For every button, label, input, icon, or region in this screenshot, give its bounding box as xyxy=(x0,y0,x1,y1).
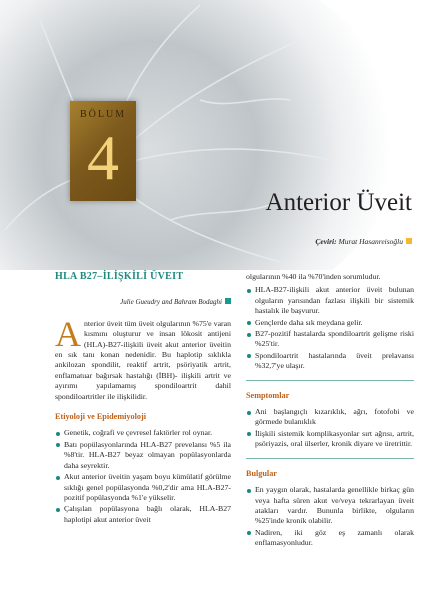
translator-name: Murat Hasanreisoğlu xyxy=(338,237,403,246)
chapter-title: Anterior Üveit xyxy=(265,189,412,216)
chapter-label: BÖLUM xyxy=(79,109,127,120)
translator-prefix: Çeviri: xyxy=(315,237,337,246)
list-item: HLA-B27-ilişkili akut anterior üveit bulunan olguların yarısından fazlası ilişkili bir sistemik hastalık ile başvurur. xyxy=(246,285,414,316)
findings-heading: Bulgular xyxy=(246,468,277,478)
section-divider xyxy=(246,458,414,459)
list-item: Gençlerde daha sık meydana gelir. xyxy=(246,318,414,328)
list-item: Ani başlangıçlı kızarıklık, ağrı, fotofobi ve görmede bulanıklık xyxy=(246,407,414,428)
square-marker-icon xyxy=(225,298,231,304)
left-column xyxy=(55,272,231,526)
continued-text: olgularının %40 ila %70'inden sorumludur. xyxy=(246,272,381,281)
translator-line xyxy=(315,237,412,246)
etiology-heading: Etiyoloji ve Epidemiyoloji xyxy=(55,412,146,422)
chapter-number: 4 xyxy=(87,122,119,193)
list-item: B27-pozitif hastalarda spondiloartrit gelişme riski %25'tir. xyxy=(246,329,414,350)
drop-cap: A xyxy=(55,313,81,354)
section-heading: HLA B27–İLİŞKİLİ ÜVEIT xyxy=(55,271,184,282)
section-divider xyxy=(246,380,414,381)
symptoms-heading: Semptomlar xyxy=(246,390,290,400)
list-item: Genetik, coğrafi ve çevresel faktörler rol oynar. xyxy=(55,428,231,438)
intro-paragraph xyxy=(55,313,231,402)
square-marker-icon xyxy=(406,238,412,244)
list-item: Spondiloartrit hastalarında üveit prelavansı %32,7'ye ulaşır. xyxy=(246,351,414,372)
intro-text: nterior üveit tüm üveit olgularının %75'e varan kısmını oluşturur ve insan lökosit antijeni (HLA)-B27-ilişkili üveit akut anterior üveitin en sık tanı konan nedenidir. Bu haplotip sıklıkla ankilozan spondilit, reaktif artrit, psöriyatik artrit, enflamatuar bağırsak hastalığı (İBH)- ilişkili artrit ve ayırımı yapılamamış spondiloartrit dahil spondiloartritler ile ilişkilidir. xyxy=(55,318,231,401)
right-column xyxy=(246,272,414,550)
retina-illustration xyxy=(0,0,424,270)
chapter-badge xyxy=(70,101,136,201)
list-item: Batı popülasyonlarında HLA-B27 prevelansı %5 ila %8'tir. HLA-B27 beyaz olmayan popülasyonlarda daha seyrektir. xyxy=(55,440,231,471)
list-item: İlişkili sistemik komplikasyonlar sırt ağrısı, artrit, psöriyazis, oral ülserler, kronik diyare ve üretrittir. xyxy=(246,429,414,450)
list-item: Akut anterior üveitin yaşam boyu kümülatif görülme sıklığı genel popülasyonda %0,2'dir ama HLA-B27-pozitif popülasyonda %1'e yükselir. xyxy=(55,472,231,503)
list-item: Çalışılan popülasyona bağlı olarak, HLA-B27 haplotipi akut anterior üveit xyxy=(55,504,231,525)
list-item: Nadiren, iki göz eş zamanlı olarak enflamasyonludur. xyxy=(246,528,414,549)
list-item: En yaygın olarak, hastalarda genellikle birkaç gün veya hafta süren akut ve/veya tekrarlayan üveit atakları vardır. Bununla birlikte, olguların %25'inde kronik olabilir. xyxy=(246,485,414,527)
section-authors: Julie Gueudry and Bahram Bodaghi xyxy=(55,297,231,307)
